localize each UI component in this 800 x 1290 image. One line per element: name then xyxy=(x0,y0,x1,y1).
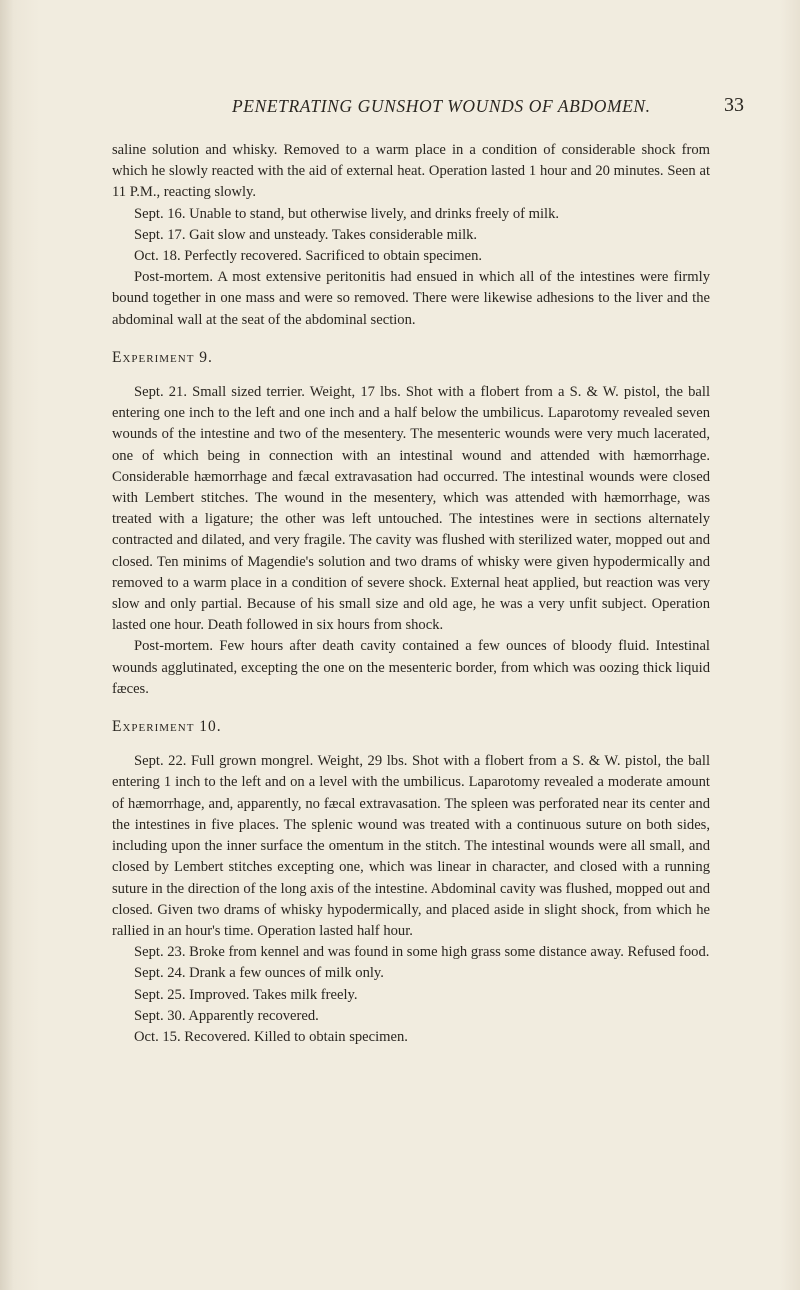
paragraph: Post-mortem. Few hours after death cavity contained a few ounces of bloody fluid. Intestinal wounds agglutinated, excepting the one on the mesenteric border, from which was oozing thick liquid fæces. xyxy=(112,638,710,697)
paragraph: Sept. 22. Full grown mongrel. Weight, 29 lbs. Shot with a flobert from a S. & W. pistol, the ball entering 1 inch to the left and on a level with the umbilicus. Laparotomy revealed a moderate amount of hæmorrhage, and, apparently, no fæcal extravasation. The spleen was perforated near its center and the intestines in five places. The splenic wound was treated with a continuous suture on both sides, including upon the inner surface the omentum in the stitch. The intestinal wounds were all small, and closed by Lembert stitches excepting one, which was linear in character, and closed with a running suture in the direction of the long axis of the intestine. Abdominal cavity was flushed, mopped out and closed. Given two drams of whisky hypodermically, and placed aside in slight shock, from which he rallied in an hour's time. Operation lasted half hour. xyxy=(112,753,710,939)
paragraph: Sept. 30. Apparently recovered. xyxy=(134,1007,319,1024)
paragraph: Oct. 18. Perfectly recovered. Sacrificed to obtain specimen. xyxy=(134,248,483,265)
page-number: 33 xyxy=(724,94,744,116)
section-heading: Experiment 10. xyxy=(112,718,222,736)
paragraph: Sept. 21. Small sized terrier. Weight, 17 lbs. Shot with a flobert from a S. & W. pistol, the ball entering one inch to the left and one inch and a half below the umbilicus. Laparotomy revealed seven wounds of the intestine and two of the mesentery. The mesenteric wounds were very much lacerated, one of which being in connection with an intestinal wound and attended with hæmorrhage. Considerable hæmorrhage and fæcal extravasation had occurred. The intestinal wounds were closed with Lembert stitches. The wound in the mesentery, which was attended with hæmorrhage, was treated with a ligature; the other was left untouched. The intestines were in sections alternately contracted and dilated, and very fragile. The cavity was flushed with sterilized water, mopped out and closed. Ten minims of Magendie's solution and two drams of whisky were given hypodermically and removed to a warm place in a condition of severe shock. External heat applied, but reaction was very slow and only partial. Because of his small size and old age, he was a very unfit subject. Operation lasted one hour. Death followed in six hours from shock. xyxy=(112,384,710,634)
paragraph: Post-mortem. A most extensive peritonitis had ensued in which all of the intestines were firmly bound together in one mass and were so removed. There were likewise adhesions to the liver and the abdominal wall at the seat of the abdominal section. xyxy=(112,269,710,328)
running-title: PENETRATING GUNSHOT WOUNDS OF ABDOMEN. xyxy=(232,96,651,116)
paragraph: Sept. 17. Gait slow and unsteady. Takes considerable milk. xyxy=(134,226,478,243)
paragraph: saline solution and whisky. Removed to a warm place in a condition of considerable shock from which he slowly reacted with the aid of external heat. Operation lasted 1 hour and 20 minutes. Seen at 11 P.M., reacting slowly. xyxy=(112,142,710,201)
paragraph: Oct. 15. Recovered. Killed to obtain specimen. xyxy=(134,1028,408,1045)
paragraph: Sept. 23. Broke from kennel and was found in some high grass some distance away. Refused food. xyxy=(134,944,710,961)
paragraph: Sept. 25. Improved. Takes milk freely. xyxy=(134,986,358,1003)
section-heading: Experiment 9. xyxy=(112,348,213,366)
paragraph: Sept. 24. Drank a few ounces of milk only. xyxy=(134,965,384,982)
paragraph: Sept. 16. Unable to stand, but otherwise lively, and drinks freely of milk. xyxy=(134,205,560,222)
page-header xyxy=(232,96,744,126)
body-text xyxy=(112,140,710,1048)
